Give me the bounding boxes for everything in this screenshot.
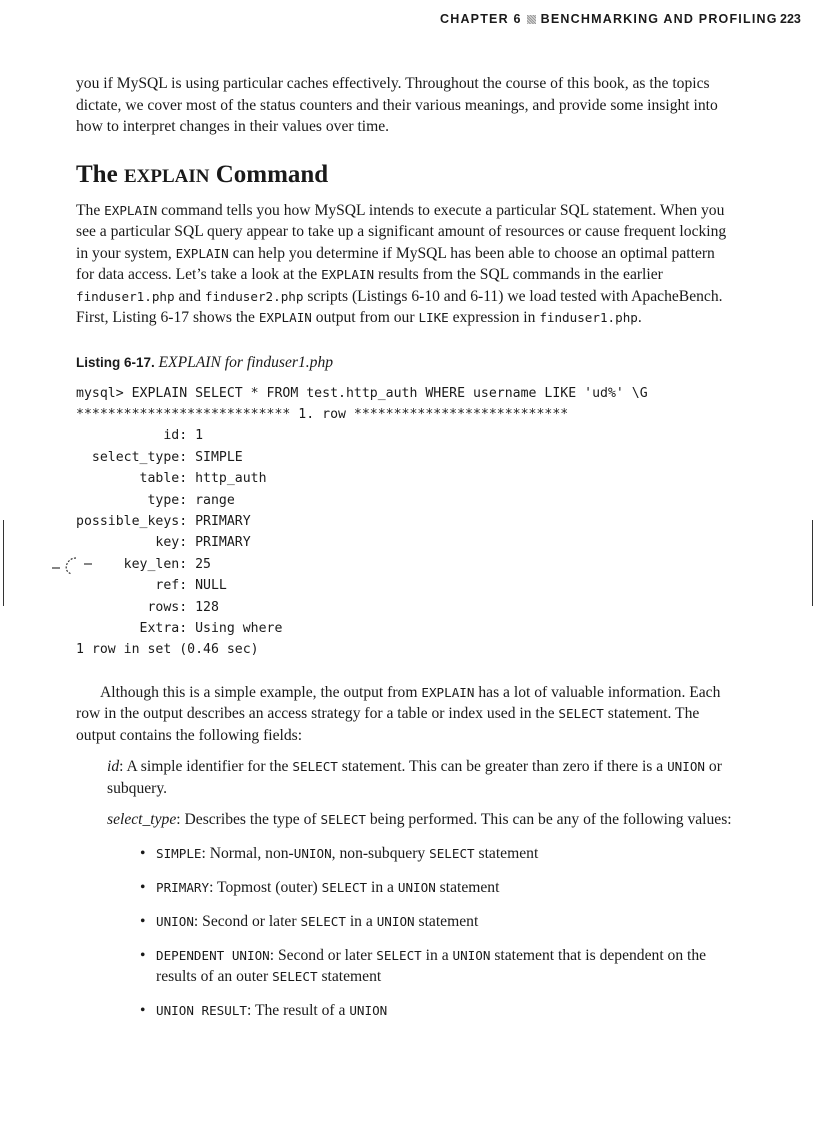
inline-code: UNION [349,1003,388,1019]
inline-code: UNION [452,947,491,963]
bullet-icon: • [140,844,146,862]
inline-code: UNION [667,759,706,775]
heading-pre: The [76,160,124,188]
text-run: statement that is dependent on the results of an outer [156,946,707,986]
chapter-title [440,12,778,26]
inline-code: SELECT [300,913,346,929]
bullet-icon: • [140,912,146,930]
value-code: DEPENDENT UNION [156,947,270,963]
list-item [125,1000,736,1022]
text-run: statement [414,912,479,930]
inline-code: EXPLAIN [321,267,375,282]
text-run: statement [474,844,539,862]
text-run: statement. The output contains the following fields: [76,705,700,744]
list-item [125,843,736,865]
inline-code: EXPLAIN [175,245,229,261]
section-paragraph [76,200,736,329]
text-run: in a [367,878,398,896]
text-run: : Normal, non- [201,844,294,862]
text-run: : A simple identifier for the [119,758,293,776]
bullet-icon: • [140,946,146,964]
text-run: expression in [448,309,540,326]
after-listing-paragraph [76,682,736,747]
text-run: in a [345,912,377,930]
listing-caption [76,353,736,373]
text-run: command tells you how MySQL intends to execute a particular SQL statement. When you see a particular SQL query appear to take up a significant amount of resources or cause frequent locking in your system, [76,201,727,262]
text-run: or subquery. [107,758,722,797]
listing-title: EXPLAIN for finduser1.php [158,353,334,371]
inline-code: EXPLAIN [104,202,158,218]
text-run: , non-subquery [331,844,430,862]
intro-paragraph: you if MySQL is using particular caches effectively. Throughout the course of this book, as the topics dictate, we cover most of the status counters and their various meanings, and provide some insight into how to interpret changes in their values over time. [76,75,718,135]
text-run: : Second or later [193,912,301,930]
text-run: and [174,287,205,305]
field-term: id [107,758,120,776]
text-run: in a [421,946,453,964]
value-code: PRIMARY [156,879,210,895]
inline-code: SELECT [320,812,366,828]
value-code: UNION [156,913,194,929]
text-run: results from the SQL commands in the earlier [374,266,663,283]
field-select-type [107,809,736,831]
page-number: 223 [780,12,801,26]
code-listing: mysql> EXPLAIN SELECT * FROM test.http_auth WHERE username LIKE 'ud%' \G *************************** 1. row *************************** id: 1 select_type: SIMPLE table: http_auth type: range possible_keys: PRIMARY key: PRIMARY key_len: 25 ref: NULL rows: 128 Extra: Using where 1 row in set (0.46 sec) [76,385,648,658]
inline-code: EXPLAIN [258,310,312,325]
heading-post: Command [209,160,329,188]
inline-code: finduser1.php [76,288,175,304]
text-run: : Topmost (outer) [209,878,322,896]
inline-code: SELECT [272,969,318,985]
chapter-label: CHAPTER 6 [440,12,522,26]
right-margin-bar [812,520,813,606]
inline-code: UNION [376,913,415,929]
section-heading [76,160,736,192]
text-run: . [637,309,642,326]
text-run: Although this is a simple example, the output from [100,683,422,701]
text-run: being performed. This can be any of the following values: [365,811,732,829]
inline-code: LIKE [418,310,449,325]
running-head [0,12,816,32]
text-run: : Second or later [269,946,377,964]
text-run: statement [317,968,382,986]
text-run: output from our [311,309,419,326]
value-code: SIMPLE [156,845,202,861]
inline-code: SELECT [321,879,368,895]
inline-code: SELECT [558,706,604,722]
bullet-icon: • [140,878,146,896]
text-run: : Describes the type of [176,811,321,829]
text-run: statement [435,878,500,896]
page-content [76,73,736,1034]
bullet-icon: • [140,1002,146,1020]
inline-code: finduser2.php [204,288,304,304]
value-code: UNION RESULT [156,1003,247,1019]
inline-code: EXPLAIN [421,684,475,700]
list-item [125,911,736,933]
listing-label: Listing 6-17. [76,354,155,370]
separator-icon [527,15,536,24]
list-item [125,877,736,899]
text-run: scripts (Listings 6-10 and 6-11) we load tested with ApacheBench. First, Listing 6-17 shows the [76,287,723,326]
inline-code: UNION [293,845,332,861]
field-descriptions [107,756,736,831]
text-run: : The result of a [247,1002,350,1020]
field-term: select_type [107,811,177,829]
inline-code: UNION [397,879,436,895]
list-item [125,945,736,988]
select-type-values [125,843,736,1022]
field-id [107,756,736,799]
left-margin-bar [3,520,4,606]
heading-code: EXPLAIN [123,165,210,187]
text-run: can help you determine if MySQL has been able to choose an optimal pattern for data access. Let’s take a look at the [76,244,715,283]
text-run: has a lot of valuable information. Each row in the output describes an access strategy for a table or index used in the [76,683,721,723]
inline-code: SELECT [429,845,475,861]
inline-code: finduser1.php [539,310,638,325]
text-run: statement. This can be greater than zero if there is a [337,758,668,776]
inline-code: SELECT [292,759,338,775]
inline-code: SELECT [376,947,422,963]
text-run: The [76,201,105,219]
chapter-name: BENCHMARKING AND PROFILING [540,12,778,26]
